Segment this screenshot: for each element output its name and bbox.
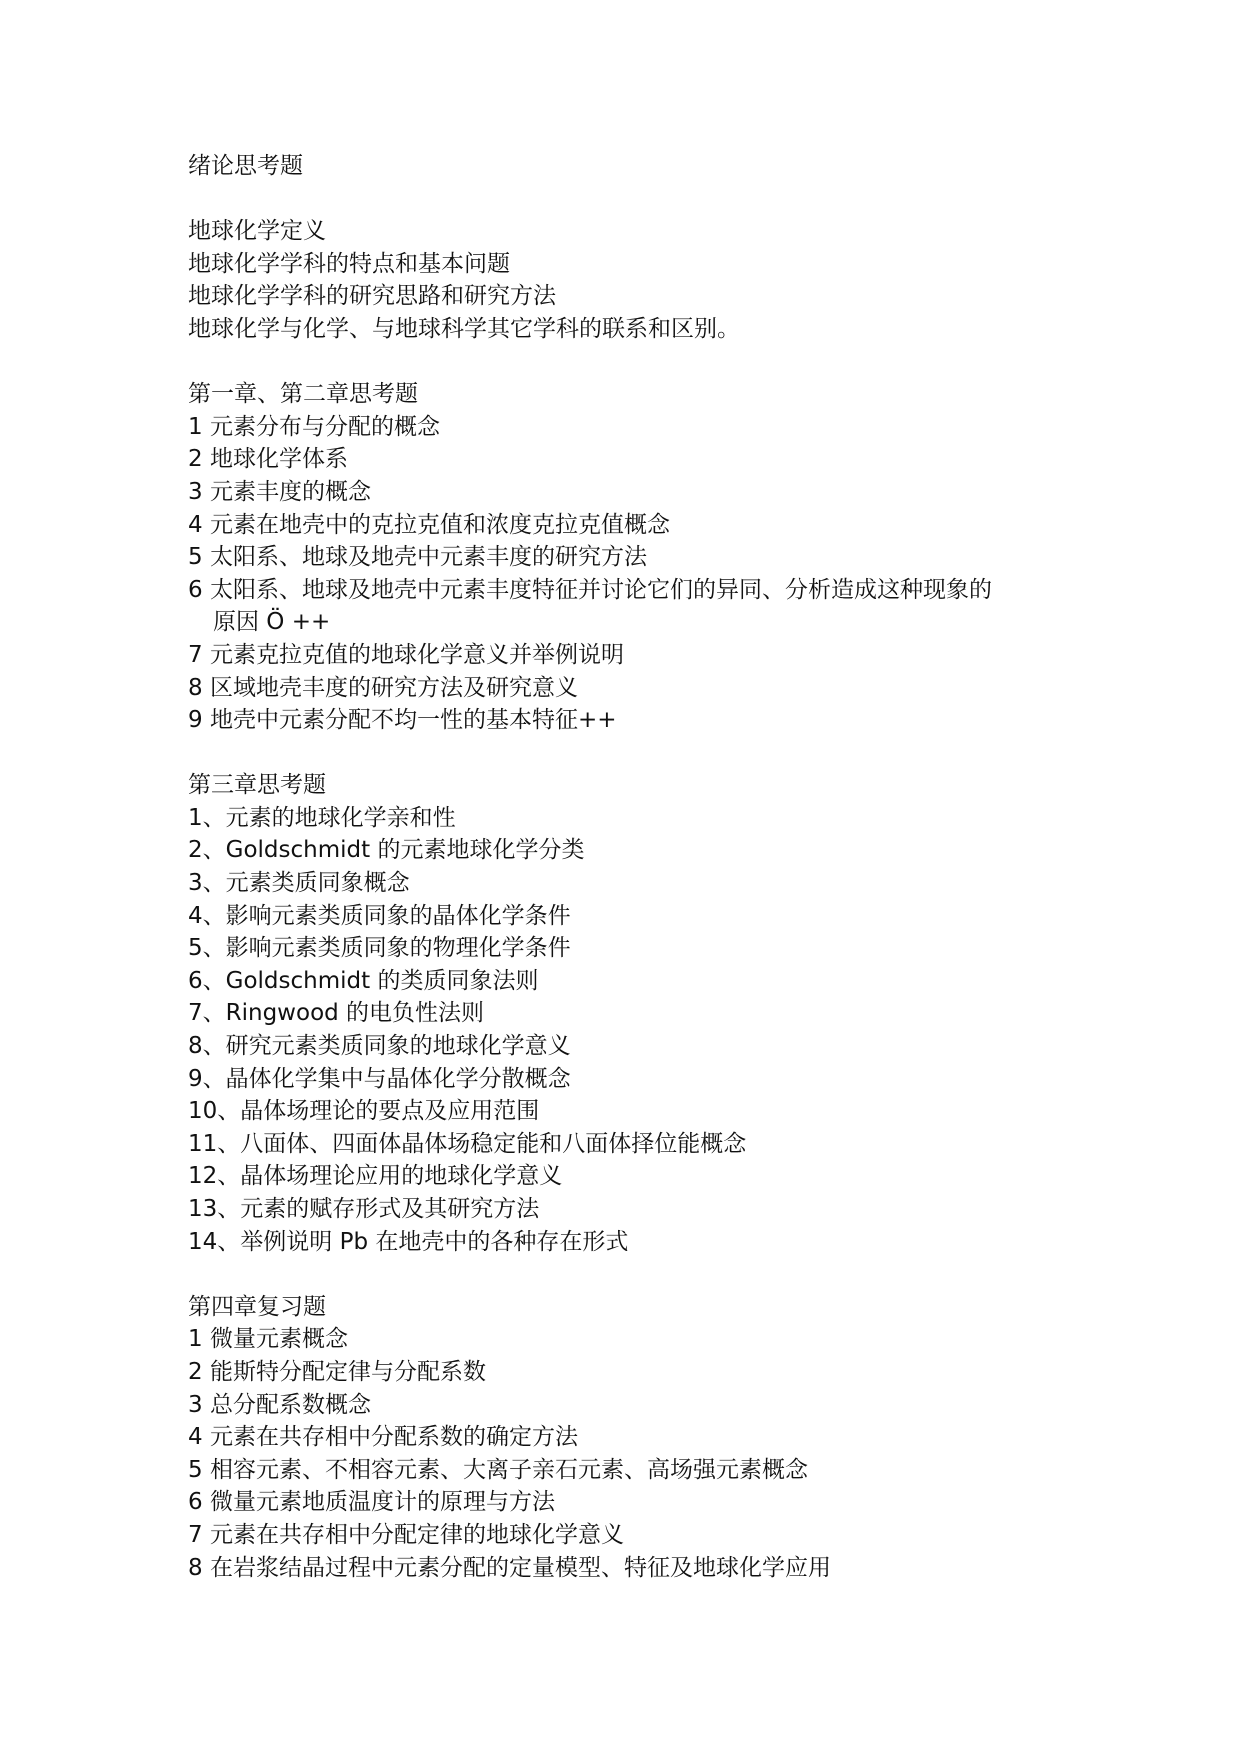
list-item: 地球化学学科的特点和基本问题 — [188, 250, 510, 277]
list-item: 2、Goldschmidt 的元素地球化学分类 — [188, 837, 585, 864]
list-item: 11、八面体、四面体晶体场稳定能和八面体择位能概念 — [188, 1130, 747, 1157]
list-item: 9 地壳中元素分配不均一性的基本特征++ — [188, 707, 617, 734]
section-title-intro: 绪论思考题 — [188, 153, 303, 179]
list-item: 6 太阳系、地球及地壳中元素丰度特征并讨论它们的异同、分析造成这种现象的 — [188, 576, 992, 603]
section-title-ch1-2: 第一章、第二章思考题 — [188, 381, 418, 408]
list-item: 1 微量元素概念 — [188, 1326, 348, 1353]
list-item: 地球化学定义 — [188, 218, 326, 245]
list-item: 2 地球化学体系 — [188, 446, 348, 473]
list-item: 14、举例说明 Pb 在地壳中的各种存在形式 — [188, 1228, 629, 1255]
list-item: 地球化学与化学、与地球科学其它学科的联系和区别。 — [188, 315, 740, 342]
list-item: 5 相容元素、不相容元素、大离子亲石元素、高场强元素概念 — [188, 1456, 808, 1483]
list-item: 4 元素在地壳中的克拉克值和浓度克拉克值概念 — [188, 511, 670, 538]
list-item: 1 元素分布与分配的概念 — [188, 413, 440, 440]
list-item: 2 能斯特分配定律与分配系数 — [188, 1358, 486, 1385]
spacer — [188, 346, 1168, 379]
list-item: 3 总分配系数概念 — [188, 1391, 371, 1418]
list-item: 4、影响元素类质同象的晶体化学条件 — [188, 902, 571, 929]
spacer — [188, 183, 1168, 216]
list-item: 7、Ringwood 的电负性法则 — [188, 1000, 485, 1027]
section-title-ch3: 第三章思考题 — [188, 772, 326, 799]
section-title-ch4: 第四章复习题 — [188, 1293, 326, 1320]
list-item-continuation: 原因 Ö ++ — [213, 609, 331, 636]
list-item: 地球化学学科的研究思路和研究方法 — [188, 283, 556, 310]
list-item: 8、研究元素类质同象的地球化学意义 — [188, 1033, 571, 1060]
list-item: 7 元素在共存相中分配定律的地球化学意义 — [188, 1521, 624, 1548]
list-item: 3、元素类质同象概念 — [188, 870, 410, 897]
list-item: 1、元素的地球化学亲和性 — [188, 804, 456, 831]
spacer — [188, 737, 1168, 770]
list-item: 6 微量元素地质温度计的原理与方法 — [188, 1489, 555, 1516]
document-page — [188, 150, 1168, 1584]
list-item: 13、元素的赋存形式及其研究方法 — [188, 1196, 540, 1222]
list-item: 5 太阳系、地球及地壳中元素丰度的研究方法 — [188, 544, 647, 571]
list-item: 3 元素丰度的概念 — [188, 478, 371, 505]
list-item: 7 元素克拉克值的地球化学意义并举例说明 — [188, 641, 624, 668]
list-item: 4 元素在共存相中分配系数的确定方法 — [188, 1424, 578, 1451]
spacer — [188, 1258, 1168, 1291]
list-item: 8 区域地壳丰度的研究方法及研究意义 — [188, 674, 578, 701]
list-item: 12、晶体场理论应用的地球化学意义 — [188, 1163, 563, 1190]
list-item: 5、影响元素类质同象的物理化学条件 — [188, 935, 571, 962]
list-item: 6、Goldschmidt 的类质同象法则 — [188, 967, 539, 994]
list-item: 9、晶体化学集中与晶体化学分散概念 — [188, 1065, 571, 1092]
list-item: 8 在岩浆结晶过程中元素分配的定量模型、特征及地球化学应用 — [188, 1554, 831, 1581]
list-item: 10、晶体场理论的要点及应用范围 — [188, 1098, 540, 1125]
